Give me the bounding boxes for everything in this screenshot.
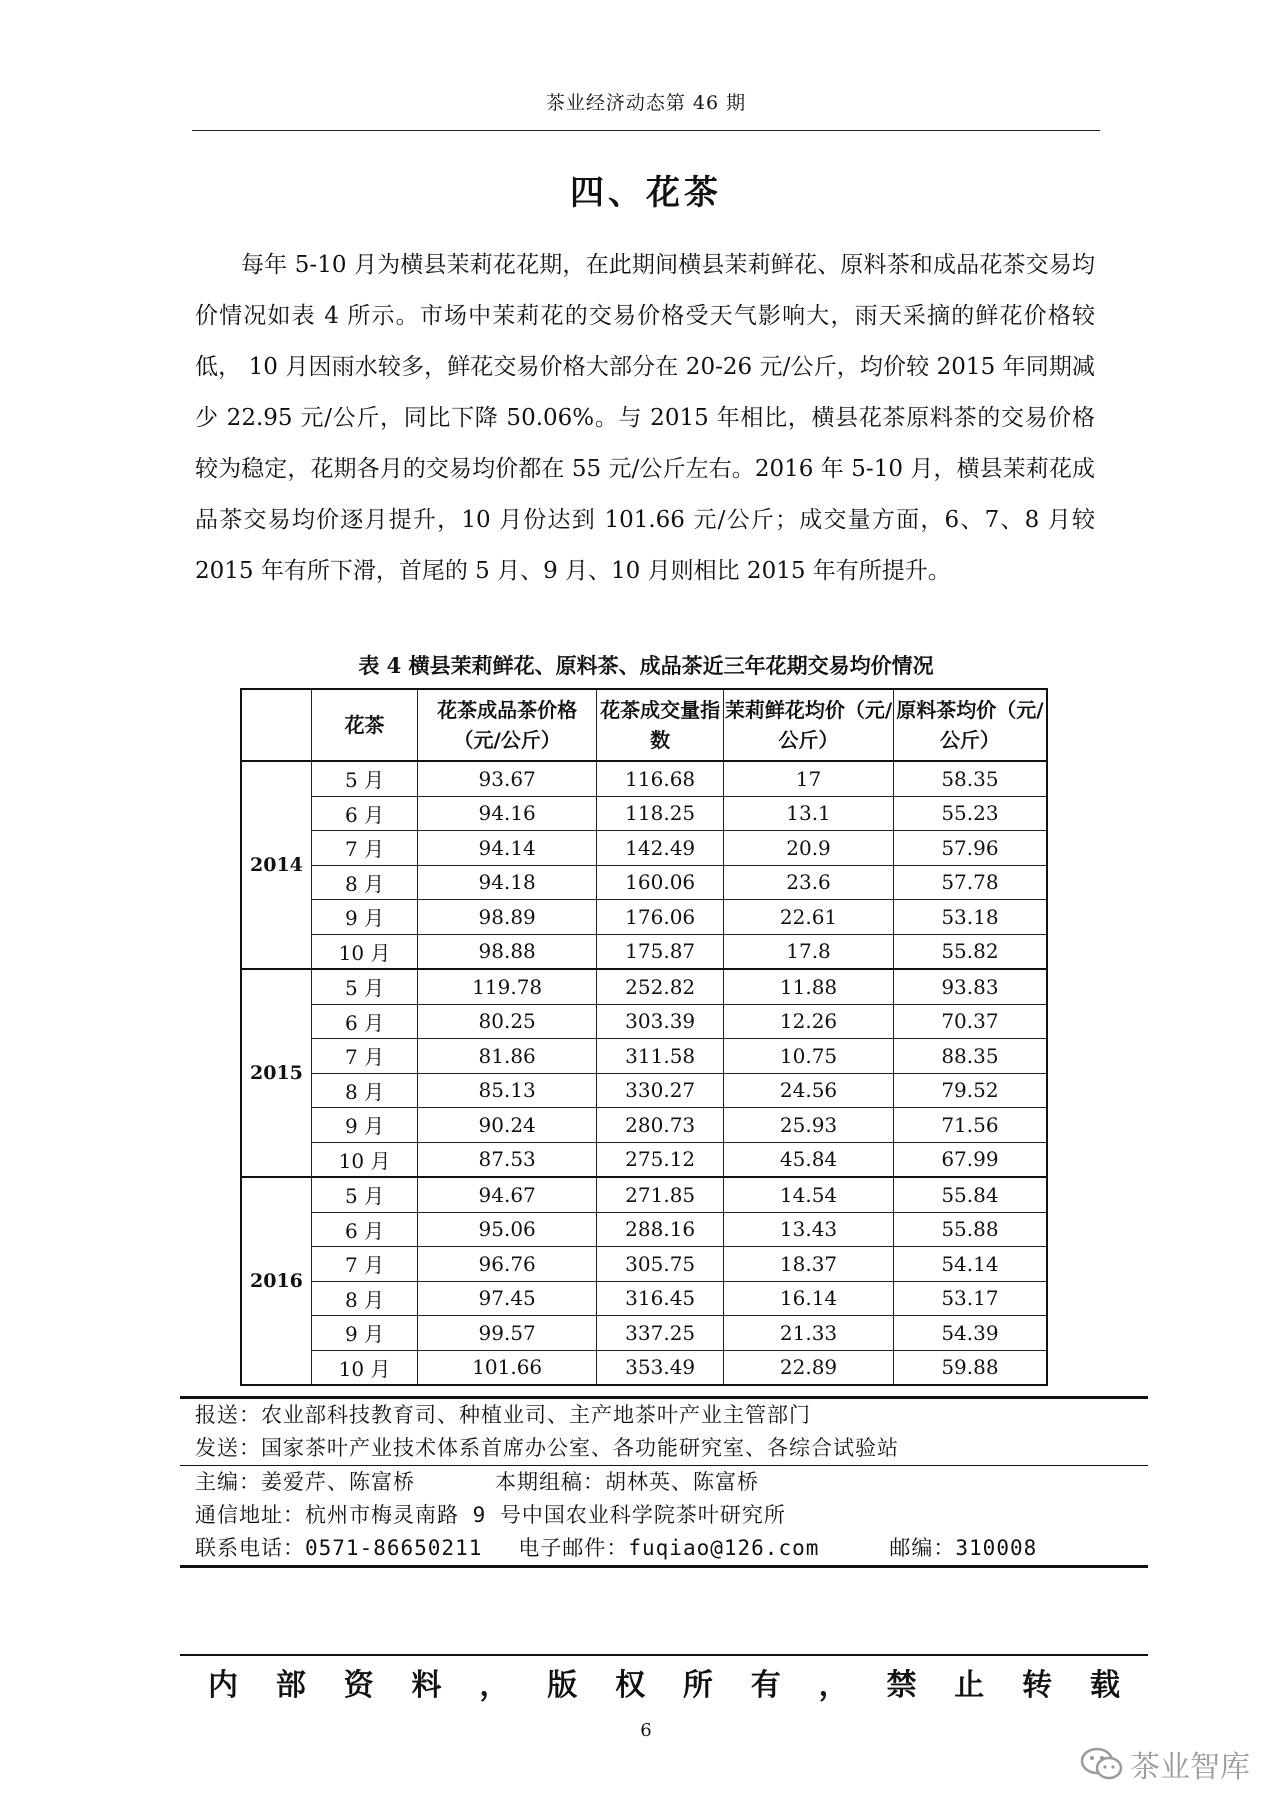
value-cell: 57.78 (893, 865, 1047, 900)
notice-char: 转 (1022, 1668, 1053, 1703)
value-cell: 16.14 (724, 1281, 894, 1316)
table-row (241, 1073, 1047, 1108)
month-cell: 10 月 (311, 1350, 417, 1385)
header-corner (241, 689, 311, 761)
value-cell: 23.6 (724, 865, 894, 900)
month-cell: 9 月 (311, 1108, 417, 1143)
value-cell: 142.49 (597, 831, 724, 866)
month-cell: 10 月 (311, 934, 417, 969)
value-cell: 252.82 (597, 969, 724, 1004)
send-to-line: 发送：国家茶叶产业技术体系首席办公室、各功能研究室、各综合试验站 (195, 1436, 899, 1460)
month-cell: 8 月 (311, 865, 417, 900)
phone: 联系电话：0571-86650211 (195, 1536, 483, 1560)
value-cell: 24.56 (724, 1073, 894, 1108)
table-row (241, 831, 1047, 866)
table-row (241, 865, 1047, 900)
value-cell: 94.14 (418, 831, 597, 866)
value-cell: 118.25 (597, 796, 724, 831)
year-group (241, 1177, 1047, 1385)
value-cell: 17.8 (724, 934, 894, 969)
body-paragraph: 每年 5-10 月为横县茉莉花花期，在此期间横县茉莉鲜花、原料茶和成品花茶交易均价情况如表 4 所示。市场中茉莉花的交易价格受天气影响大，雨天采摘的鲜花价格较低， 10 月因雨水较多，鲜花交易价格大部分在 20-26 元/公斤，均价较 2015 年同期减少 22.95 元/公斤，同比下降 50.06%。与 2015 年相比，横县花茶原料茶的交易价格较为稳定，花期各月的交易均价都在 55 元/公斤左右。2016 年 5-10 月，横县茉莉花成品茶交易均价逐月提升，10 月份达到 101.66 元/公斤；成交量方面，6、7、8 月较 2015 年有所下滑，首尾的 5 月、9 月、10 月则相比 2015 年有所提升。 (195, 252, 1095, 584)
value-cell: 14.54 (724, 1177, 894, 1212)
value-cell: 55.84 (893, 1177, 1047, 1212)
footer-rule-bottom (180, 1565, 1148, 1568)
header-cell: 茉莉鲜花均价（元/公斤） (724, 689, 894, 761)
year-cell: 2015 (241, 969, 311, 1177)
month-cell: 5 月 (311, 969, 417, 1004)
value-cell: 95.06 (418, 1212, 597, 1247)
value-cell: 80.25 (418, 1004, 597, 1039)
year-cell: 2014 (241, 761, 311, 969)
value-cell: 160.06 (597, 865, 724, 900)
value-cell: 85.13 (418, 1073, 597, 1108)
table-row (241, 1247, 1047, 1282)
month-cell: 6 月 (311, 1004, 417, 1039)
table-row (241, 934, 1047, 969)
value-cell: 57.96 (893, 831, 1047, 866)
notice-char: 资 (343, 1668, 374, 1703)
value-cell: 13.1 (724, 796, 894, 831)
postcode: 邮编：310008 (889, 1536, 1038, 1560)
table-row (241, 900, 1047, 935)
table-row (241, 1039, 1047, 1074)
running-header: 茶业经济动态第 46 期 (545, 92, 747, 114)
value-cell: 98.88 (418, 934, 597, 969)
value-cell: 59.88 (893, 1350, 1047, 1385)
table-row (241, 1316, 1047, 1351)
value-cell: 303.39 (597, 1004, 724, 1039)
value-cell: 101.66 (418, 1350, 597, 1385)
value-cell: 88.35 (893, 1039, 1047, 1074)
value-cell: 87.53 (418, 1142, 597, 1177)
contact-line (180, 1532, 1148, 1565)
value-cell: 175.87 (597, 934, 724, 969)
value-cell: 22.89 (724, 1350, 894, 1385)
value-cell: 12.26 (724, 1004, 894, 1039)
notice-char: 料 (411, 1668, 442, 1703)
notice-char: 禁 (886, 1668, 917, 1703)
table-row (241, 761, 1047, 796)
table-caption: 表 4 横县茉莉鲜花、原料茶、成品茶近三年花期交易均价情况 (358, 653, 934, 678)
value-cell: 25.93 (724, 1108, 894, 1143)
body-text (195, 240, 1095, 597)
month-cell: 9 月 (311, 900, 417, 935)
table-row (241, 1281, 1047, 1316)
value-cell: 53.18 (893, 900, 1047, 935)
value-cell: 53.17 (893, 1281, 1047, 1316)
notice-char: 部 (275, 1668, 306, 1703)
value-cell: 275.12 (597, 1142, 724, 1177)
year-group (241, 761, 1047, 969)
wechat-icon (1080, 1746, 1124, 1782)
value-cell: 11.88 (724, 969, 894, 1004)
copyright-notice (180, 1654, 1148, 1704)
header-cell: 花茶 (311, 689, 417, 761)
value-cell: 316.45 (597, 1281, 724, 1316)
value-cell: 20.9 (724, 831, 894, 866)
table-row (241, 1004, 1047, 1039)
month-cell: 10 月 (311, 1142, 417, 1177)
year-cell: 2016 (241, 1177, 311, 1385)
notice-char: 所 (682, 1668, 713, 1703)
table-row (241, 1142, 1047, 1177)
value-cell: 330.27 (597, 1073, 724, 1108)
value-cell: 55.23 (893, 796, 1047, 831)
notice-char: 内 (208, 1668, 238, 1703)
month-cell: 8 月 (311, 1281, 417, 1316)
table-row (241, 969, 1047, 1004)
value-cell: 70.37 (893, 1004, 1047, 1039)
value-cell: 99.57 (418, 1316, 597, 1351)
value-cell: 81.86 (418, 1039, 597, 1074)
value-cell: 288.16 (597, 1212, 724, 1247)
notice-char: 权 (615, 1668, 646, 1703)
year-group (241, 969, 1047, 1177)
value-cell: 17 (724, 761, 894, 796)
section-title: 四、花茶 (570, 173, 722, 213)
header-cell: 花茶成品茶价格（元/公斤） (418, 689, 597, 761)
value-cell: 98.89 (418, 900, 597, 935)
value-cell: 79.52 (893, 1073, 1047, 1108)
table-row (241, 796, 1047, 831)
month-cell: 5 月 (311, 761, 417, 796)
distribution-footer (180, 1396, 1148, 1568)
table-row (241, 1177, 1047, 1212)
value-cell: 119.78 (418, 969, 597, 1004)
price-table (240, 688, 1048, 1386)
notice-char: ， (479, 1668, 510, 1703)
value-cell: 97.45 (418, 1281, 597, 1316)
month-cell: 7 月 (311, 1247, 417, 1282)
month-cell: 6 月 (311, 1212, 417, 1247)
table-row (241, 1108, 1047, 1143)
notice-char: 有 (750, 1668, 781, 1703)
value-cell: 55.88 (893, 1212, 1047, 1247)
value-cell: 94.18 (418, 865, 597, 900)
editor-line (180, 1466, 1148, 1499)
month-cell: 5 月 (311, 1177, 417, 1212)
value-cell: 54.14 (893, 1247, 1047, 1282)
month-cell: 9 月 (311, 1316, 417, 1351)
month-cell: 6 月 (311, 796, 417, 831)
value-cell: 271.85 (597, 1177, 724, 1212)
header-cell: 花茶成交量指数 (597, 689, 724, 761)
value-cell: 90.24 (418, 1108, 597, 1143)
notice-char: 版 (547, 1668, 578, 1703)
value-cell: 116.68 (597, 761, 724, 796)
watermark-text: 茶业智库 (1130, 1750, 1250, 1785)
value-cell: 67.99 (893, 1142, 1047, 1177)
report-to-line: 报送：农业部科技教育司、种植业司、主产地茶叶产业主管部门 (195, 1403, 811, 1427)
email: 电子邮件：fuqiao@126.com (518, 1536, 820, 1560)
month-cell: 7 月 (311, 831, 417, 866)
value-cell: 22.61 (724, 900, 894, 935)
contributors: 本期组稿：胡林英、陈富桥 (495, 1470, 759, 1494)
value-cell: 94.67 (418, 1177, 597, 1212)
value-cell: 176.06 (597, 900, 724, 935)
value-cell: 353.49 (597, 1350, 724, 1385)
table-row (241, 1350, 1047, 1385)
value-cell: 311.58 (597, 1039, 724, 1074)
address-line: 通信地址：杭州市梅灵南路 9 号中国农业科学院茶叶研究所 (195, 1503, 786, 1527)
value-cell: 94.16 (418, 796, 597, 831)
value-cell: 71.56 (893, 1108, 1047, 1143)
table-header-row (241, 689, 1047, 761)
month-cell: 7 月 (311, 1039, 417, 1074)
header-cell: 原料茶均价（元/公斤） (893, 689, 1047, 761)
header-rule (192, 130, 1100, 131)
table-row (241, 1212, 1047, 1247)
value-cell: 55.82 (893, 934, 1047, 969)
value-cell: 18.37 (724, 1247, 894, 1282)
value-cell: 10.75 (724, 1039, 894, 1074)
value-cell: 58.35 (893, 761, 1047, 796)
value-cell: 93.67 (418, 761, 597, 796)
value-cell: 45.84 (724, 1142, 894, 1177)
editor: 主编：姜爱芹、陈富桥 (195, 1470, 415, 1494)
month-cell: 8 月 (311, 1073, 417, 1108)
page-number: 6 (640, 1720, 652, 1741)
notice-char: 载 (1089, 1668, 1120, 1703)
value-cell: 280.73 (597, 1108, 724, 1143)
value-cell: 305.75 (597, 1247, 724, 1282)
watermark (1080, 1742, 1250, 1786)
value-cell: 13.43 (724, 1212, 894, 1247)
value-cell: 96.76 (418, 1247, 597, 1282)
value-cell: 93.83 (893, 969, 1047, 1004)
notice-char: 止 (954, 1668, 985, 1703)
notice-char: ， (818, 1668, 849, 1703)
value-cell: 337.25 (597, 1316, 724, 1351)
value-cell: 54.39 (893, 1316, 1047, 1351)
value-cell: 21.33 (724, 1316, 894, 1351)
